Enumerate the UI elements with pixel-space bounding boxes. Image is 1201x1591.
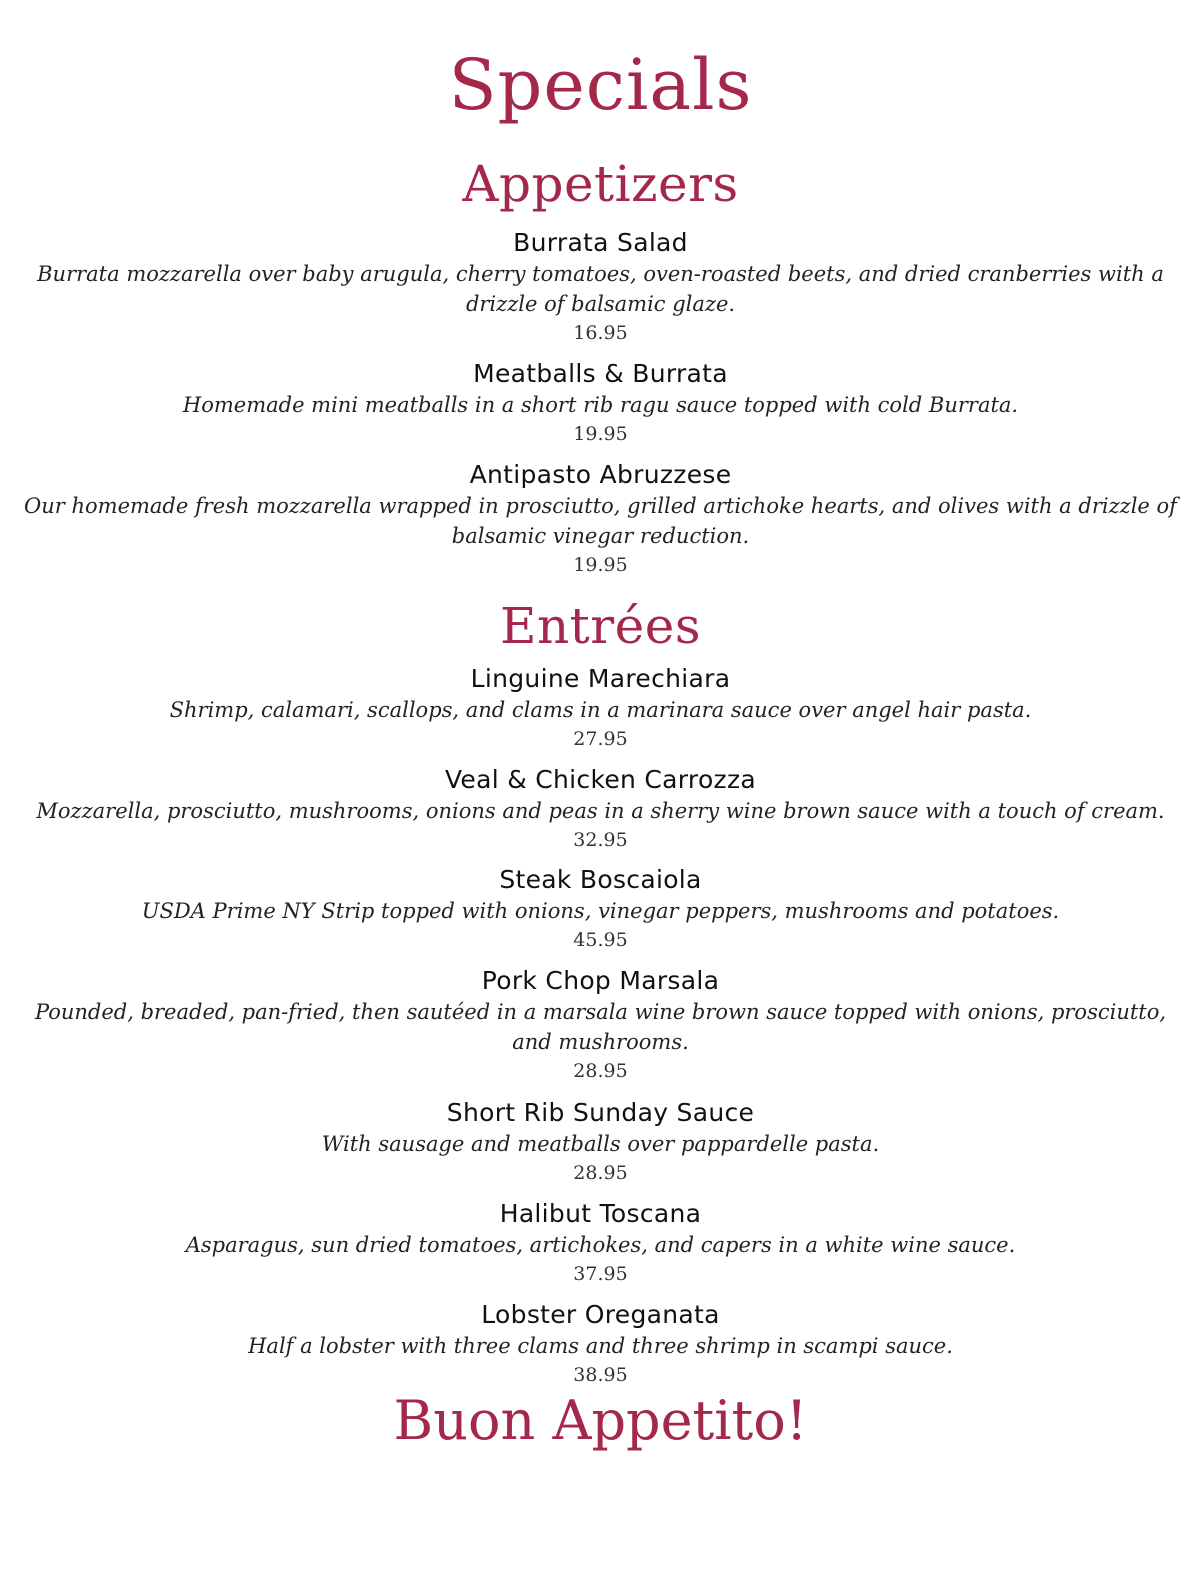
item-price: 38.95	[573, 1364, 628, 1386]
entrees-heading: Entrées	[499, 597, 702, 655]
item-name: Veal & Chicken Carrozza	[444, 765, 757, 794]
item-description: Pounded, breaded, pan-fried, then sautéed in a marsala wine brown sauce topped with onions, prosciutto, and mushrooms.	[34, 1000, 1167, 1054]
item-name: Pork Chop Marsala	[481, 966, 720, 995]
item-description: Our homemade fresh mozzarella wrapped in prosciutto, grilled artichoke hearts, and olives with a drizzle of balsamic vinegar reduction.	[24, 494, 1177, 548]
page-title: Specials	[448, 44, 753, 126]
item-description: Asparagus, sun dried tomatoes, artichokes, and capers in a white wine sauce.	[185, 1233, 1016, 1257]
item-name: Halibut Toscana	[499, 1199, 702, 1228]
menu-item	[24, 1097, 1177, 1187]
item-name: Burrata Salad	[513, 228, 688, 257]
item-price: 37.95	[573, 1263, 628, 1285]
menu-item	[24, 459, 1177, 579]
menu-item	[24, 764, 1177, 854]
item-description: Half a lobster with three clams and three shrimp in scampi sauce.	[248, 1334, 953, 1358]
item-price: 28.95	[573, 1060, 628, 1082]
menu-item	[24, 358, 1177, 448]
item-name: Steak Boscaiola	[499, 865, 702, 894]
item-name: Short Rib Sunday Sauce	[446, 1098, 755, 1127]
item-price: 27.95	[573, 728, 628, 750]
menu-item	[24, 1198, 1177, 1288]
item-price: 28.95	[573, 1162, 628, 1184]
item-name: Linguine Marechiara	[470, 664, 731, 693]
menu-item	[24, 227, 1177, 347]
item-name: Meatballs & Burrata	[473, 359, 728, 388]
item-price: 19.95	[573, 423, 628, 445]
item-price: 16.95	[573, 322, 628, 344]
item-description: Mozzarella, prosciutto, mushrooms, onions and peas in a sherry wine brown sauce with a touch of cream.	[36, 799, 1165, 823]
item-description: Burrata mozzarella over baby arugula, cherry tomatoes, oven-roasted beets, and dried cranberries with a drizzle of balsamic glaze.	[37, 262, 1164, 316]
item-price: 19.95	[573, 554, 628, 576]
item-price: 45.95	[573, 929, 628, 951]
appetizers-heading: Appetizers	[462, 155, 739, 213]
menu-item	[24, 663, 1177, 753]
item-description: USDA Prime NY Strip topped with onions, vinegar peppers, mushrooms and potatoes.	[141, 899, 1060, 923]
item-name: Antipasto Abruzzese	[469, 460, 732, 489]
menu-item	[24, 965, 1177, 1085]
item-price: 32.95	[573, 829, 628, 851]
item-description: With sausage and meatballs over pappardelle pasta.	[321, 1132, 880, 1156]
menu-item	[24, 1299, 1177, 1389]
item-description: Shrimp, calamari, scallops, and clams in a marinara sauce over angel hair pasta.	[169, 698, 1032, 722]
menu-item	[24, 864, 1177, 954]
item-name: Lobster Oreganata	[481, 1300, 720, 1329]
item-description: Homemade mini meatballs in a short rib ragu sauce topped with cold Burrata.	[182, 393, 1019, 417]
closing-message: Buon Appetito!	[393, 1389, 808, 1452]
